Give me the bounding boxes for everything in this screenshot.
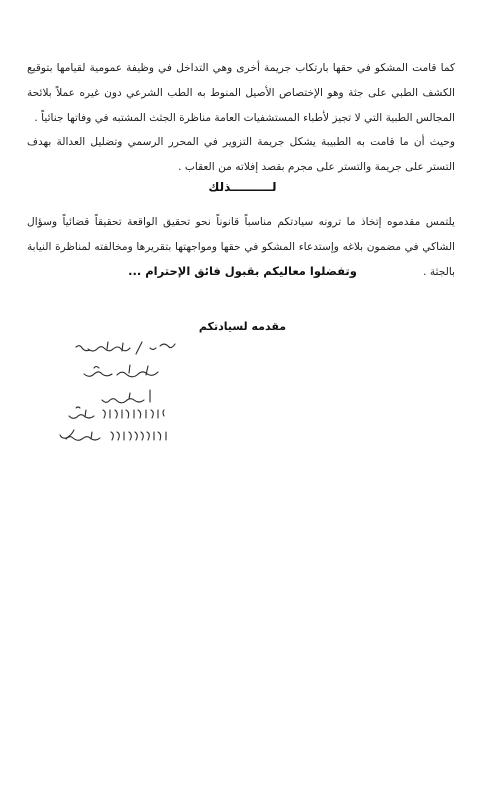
section-heading: لــــــــــذلك bbox=[208, 180, 277, 194]
handwritten-signature-block bbox=[30, 338, 190, 458]
handwritten-signature bbox=[30, 338, 190, 458]
submitted-by-label: مقدمه لسيادتكم bbox=[198, 320, 287, 333]
paragraph-request: يلتمس مقدموه إتخاذ ما ترونه سيادتكم مناسباً قانوناً نحو تحقيق الواقعة تحقيقاً قضائياً وسؤال الشاكي في مضمون بلاغه وإستدعاء المشكو في حقها ومواجهتها بتقريرها ومخالفته لمناظرة النيابة بالجثة . bbox=[27, 216, 455, 278]
closing-line: وتفضلوا معاليكم بقبول فائق الإحترام ... bbox=[128, 264, 357, 278]
paragraph-second: وحيث أن ما قامت به الطبيبة يشكل جريمة التزوير في المحرر الرسمي وتضليل العدالة بهدف التستر على جريمة والتستر على مجرم بقصد إفلاته من العقاب . bbox=[27, 136, 455, 173]
paragraph-first: كما قامت المشكو في حقها بارتكاب جريمة أخرى وهي التداخل في وظيفة عمومية لقيامها بتوقيع الكشف الطبي على جثة وهو الإختصاص الأصيل المنوط به الطب الشرعي دون غيره عملاً بلائحة المجالس الطبية التي لا تجيز لأطباء المستشفيات العامة مناظرة الجثث المشتبه في وفاتها جنائياً . bbox=[27, 62, 455, 124]
